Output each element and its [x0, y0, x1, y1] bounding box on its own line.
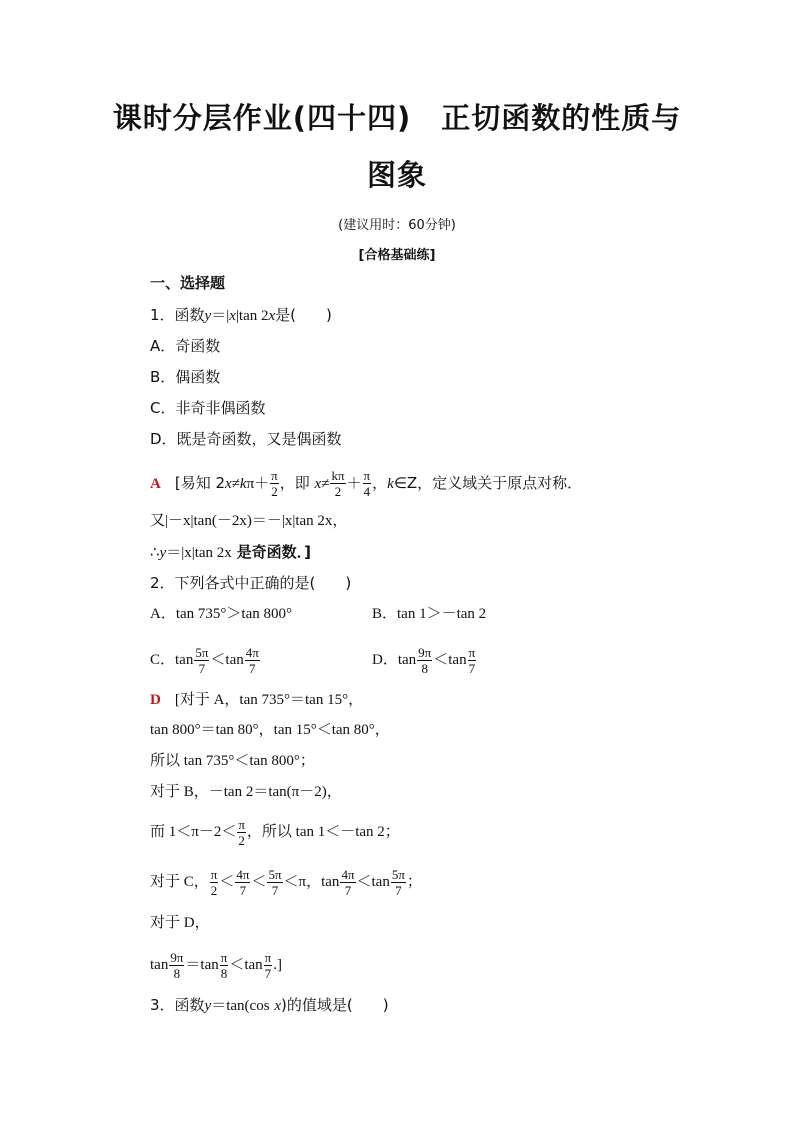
time-note: (建议用时：60分钟): [338, 218, 456, 233]
q1-answer: A: [150, 476, 161, 492]
q2-solution-line1: D [对于 A，tan 735°＝tan 15°，: [150, 692, 364, 708]
q3-stem: 3．函数y＝tan(cos x)的值域是( ): [150, 996, 389, 1014]
q2-option-c: C．tan $\frac{5\pi}{7}$ ＜tan $\frac{4\pi}{7}$: [150, 645, 259, 676]
q2-solution-line3: 所以 tan 735°＜tan 800°；: [150, 753, 315, 769]
q2-options-cd: [150, 645, 650, 676]
q1-option-d: D．既是奇函数，又是偶函数: [150, 430, 342, 448]
q1-option-a: A．奇函数: [150, 337, 221, 355]
q1-option-b: B．偶函数: [150, 368, 221, 386]
section-tag: [合格基础练]: [358, 248, 436, 263]
page-title-line1: 课时分层作业(四十四) 正切函数的性质与: [112, 101, 682, 135]
q2-solution-line8: tan $\frac{9\pi}{8}$ ＝tan $\frac{\pi}{8}$ ＜tan $\frac{\pi}{7}$ .]: [150, 950, 282, 981]
q2-stem: 2．下列各式中正确的是( ): [150, 574, 352, 592]
q2-solution-line4: 对于 B，－tan 2＝tan(π－2)，: [150, 784, 342, 800]
q1-solution-line3: ∴y＝|x|tan 2x 是奇函数．]: [150, 543, 311, 561]
q1-solution-line2: 又|－x|tan(－2x)＝－|x|tan 2x，: [150, 513, 348, 529]
fraction: $\frac{k\pi}{2}$: [331, 468, 345, 499]
part-heading: 一、选择题: [150, 274, 226, 292]
fraction: $\frac{\pi}{2}$: [271, 468, 278, 499]
q2-solution-line7: 对于 D，: [150, 915, 210, 931]
q2-options-ab: [150, 604, 650, 624]
q2-option-d: D．tan $\frac{9\pi}{8}$ ＜tan $\frac{\pi}{7}$: [372, 645, 476, 676]
q2-answer: D: [150, 692, 161, 708]
page-title-line2: 图象: [366, 158, 427, 192]
q1-stem: 1．函数y＝|x|tan 2x是( ): [150, 306, 332, 324]
q1-option-c: C．非奇非偶函数: [150, 399, 266, 417]
q1-solution-line1: A [易知 2x≠kπ＋ $\frac{\pi}{2}$ ，即 x≠ $\frac{k\pi}{2}$ ＋ $\frac{\pi}{4}$ ，k∈Z，定义域关于原点对称．: [150, 468, 583, 499]
fraction: $\frac{\pi}{4}$: [363, 468, 371, 499]
q2-solution-line6: 对于 C， $\frac{\pi}{2}$ ＜ $\frac{4\pi}{7}$ ＜ $\frac{5\pi}{7}$ ＜π，tan $\frac{4\pi}{7}$ ＜tan $\frac{5\pi}{7}$ ；: [150, 867, 422, 898]
q2-option-b: B．tan 1＞－tan 2: [372, 606, 487, 622]
q2-solution-line2: tan 800°＝tan 80°，tan 15°＜tan 80°，: [150, 722, 390, 738]
q2-option-a: A．tan 735°＞tan 800°: [150, 606, 292, 622]
q2-solution-line5: 而 1＜π－2＜ $\frac{\pi}{2}$ ，所以 tan 1＜－tan 2；: [150, 817, 400, 848]
